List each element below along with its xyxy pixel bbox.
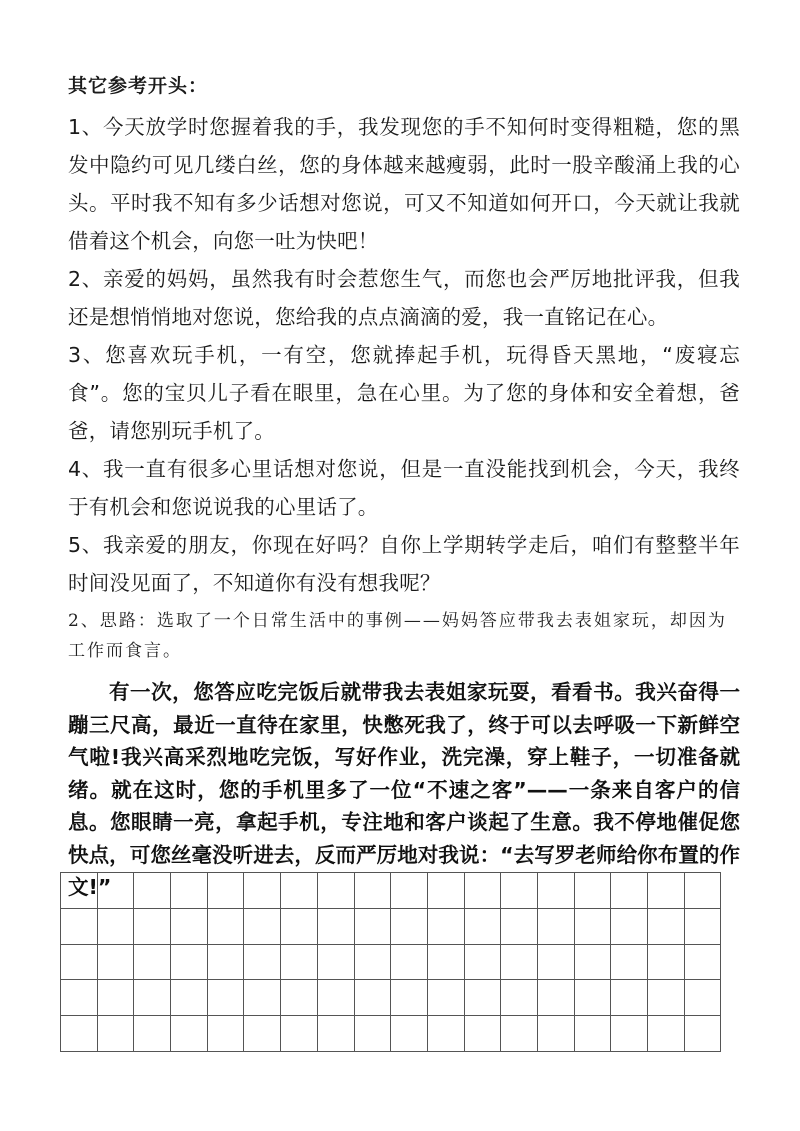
writing-grid-cell (611, 908, 648, 944)
writing-grid-cell (61, 944, 98, 980)
writing-grid-cell (317, 873, 354, 909)
writing-grid-cell (97, 944, 134, 980)
writing-grid-cell (464, 873, 501, 909)
writing-grid-cell (648, 944, 685, 980)
opening-examples-list (68, 108, 740, 602)
writing-grid-cell (427, 908, 464, 944)
writing-grid-cell (684, 873, 721, 909)
writing-grid-cell (207, 873, 244, 909)
writing-grid-cell (207, 908, 244, 944)
writing-grid-cell (317, 908, 354, 944)
opening-example: 4、我一直有很多心里话想对您说，但是一直没能找到机会，今天，我终于有机会和您说说我的心里话了。 (68, 457, 740, 519)
writing-grid-cell (317, 944, 354, 980)
writing-grid-cell (501, 980, 538, 1016)
writing-grid-cell (244, 1016, 281, 1052)
writing-grid-cell (537, 944, 574, 980)
writing-grid-cell (464, 908, 501, 944)
writing-grid-cell (244, 908, 281, 944)
writing-grid-cell (354, 873, 391, 909)
writing-grid-cell (611, 980, 648, 1016)
writing-grid-row (61, 1016, 721, 1052)
writing-grid-cell (171, 944, 208, 980)
writing-grid-cell (391, 1016, 428, 1052)
writing-grid-cell (684, 944, 721, 980)
writing-grid-cell (574, 980, 611, 1016)
writing-grid-cell (611, 1016, 648, 1052)
writing-grid-cell (134, 980, 171, 1016)
writing-grid-cell (464, 944, 501, 980)
writing-grid-cell (464, 1016, 501, 1052)
writing-grid-cell (684, 1016, 721, 1052)
writing-grid-cell (537, 1016, 574, 1052)
writing-grid-cell (537, 908, 574, 944)
writing-grid-cell (171, 1016, 208, 1052)
writing-grid-cell (244, 944, 281, 980)
writing-grid-cell (134, 908, 171, 944)
writing-grid-cell (501, 908, 538, 944)
writing-grid-cell (391, 944, 428, 980)
writing-grid-cell (427, 980, 464, 1016)
writing-grid-cell (391, 873, 428, 909)
writing-grid-cell (61, 980, 98, 1016)
writing-grid-cell (317, 1016, 354, 1052)
writing-grid-cell (134, 873, 171, 909)
opening-example: 2、亲爱的妈妈，虽然我有时会惹您生气，而您也会严厉地批评我，但我还是想悄悄地对您说，您给我的点点滴滴的爱，我一直铭记在心。 (68, 267, 740, 329)
writing-grid-cell (574, 908, 611, 944)
writing-grid-cell (648, 1016, 685, 1052)
writing-grid-cell (171, 980, 208, 1016)
writing-grid-cell (97, 873, 134, 909)
sample-story-paragraph: 有一次，您答应吃完饭后就带我去表姐家玩耍，看看书。我兴奋得一蹦三尺高，最近一直待在家里，快憋死我了，终于可以去呼吸一下新鲜空气啦!我兴高采烈地吃完饭，写好作业，洗完澡，穿上鞋子，一切准备就绪。就在这时，您的手机里多了一位“不速之客”——一条来自客户的信息。您眼睛一亮，拿起手机，专注地和客户谈起了生意。我不停地催促您快点，可您丝毫没听进去，反而严厉地对我说：“去写罗老师给你布置的作文!” (68, 680, 740, 899)
writing-grid (60, 872, 721, 1052)
writing-grid-cell (501, 1016, 538, 1052)
writing-grid-cell (574, 944, 611, 980)
writing-grid-cell (648, 908, 685, 944)
writing-grid-cell (61, 1016, 98, 1052)
writing-grid-cell (61, 908, 98, 944)
writing-grid-cell (171, 908, 208, 944)
writing-grid-cell (97, 1016, 134, 1052)
writing-grid-cell (391, 980, 428, 1016)
writing-grid-cell (244, 980, 281, 1016)
writing-grid-cell (537, 873, 574, 909)
writing-grid-row (61, 980, 721, 1016)
writing-grid-cell (171, 873, 208, 909)
writing-grid-cell (684, 908, 721, 944)
writing-grid-cell (501, 944, 538, 980)
writing-grid-cell (281, 1016, 318, 1052)
writing-grid-cell (648, 873, 685, 909)
writing-grid-cell (244, 873, 281, 909)
writing-grid-cell (684, 980, 721, 1016)
writing-grid-cell (97, 980, 134, 1016)
writing-grid-cell (427, 944, 464, 980)
writing-grid-cell (574, 1016, 611, 1052)
writing-grid-cell (648, 980, 685, 1016)
writing-grid-cell (427, 1016, 464, 1052)
writing-grid-cell (281, 980, 318, 1016)
writing-grid-cell (464, 980, 501, 1016)
writing-grid-cell (207, 944, 244, 980)
section-heading: 其它参考开头： (68, 75, 209, 97)
writing-grid-cell (281, 908, 318, 944)
writing-grid-cell (134, 944, 171, 980)
writing-grid-cell (354, 980, 391, 1016)
writing-grid-cell (391, 908, 428, 944)
writing-grid-row (61, 908, 721, 944)
writing-grid-cell (611, 873, 648, 909)
writing-grid-cell (354, 908, 391, 944)
writing-grid-row (61, 944, 721, 980)
writing-grid-row (61, 873, 721, 909)
writing-grid-cell (207, 1016, 244, 1052)
writing-grid-cell (207, 980, 244, 1016)
writing-grid-cell (354, 944, 391, 980)
writing-grid-cell (281, 873, 318, 909)
writing-grid-cell (281, 944, 318, 980)
writing-grid-cell (134, 1016, 171, 1052)
opening-example: 3、您喜欢玩手机，一有空，您就捧起手机，玩得昏天黑地，“废寝忘食”。您的宝贝儿子看在眼里，急在心里。为了您的身体和安全着想，爸爸，请您别玩手机了。 (68, 343, 740, 443)
writing-grid-cell (574, 873, 611, 909)
writing-grid-cell (501, 873, 538, 909)
writing-grid-cell (427, 873, 464, 909)
writing-grid-cell (354, 1016, 391, 1052)
opening-example: 1、今天放学时您握着我的手，我发现您的手不知何时变得粗糙，您的黑发中隐约可见几缕白丝，您的身体越来越瘦弱，此时一股辛酸涌上我的心头。平时我不知有多少话想对您说，可又不知道如何开口，今天就让我就借着这个机会，向您一吐为快吧！ (68, 115, 740, 253)
writing-idea-note: 2、思路：选取了一个日常生活中的事例——妈妈答应带我去表姐家玩，却因为工作而食言。 (68, 611, 727, 661)
writing-grid-cell (611, 944, 648, 980)
writing-grid-cell (61, 873, 98, 909)
opening-example: 5、我亲爱的朋友，你现在好吗？自你上学期转学走后，咱们有整整半年时间没见面了，不知道你有没有想我呢？ (68, 533, 740, 595)
writing-grid-cell (97, 908, 134, 944)
writing-grid-cell (537, 980, 574, 1016)
writing-grid-cell (317, 980, 354, 1016)
